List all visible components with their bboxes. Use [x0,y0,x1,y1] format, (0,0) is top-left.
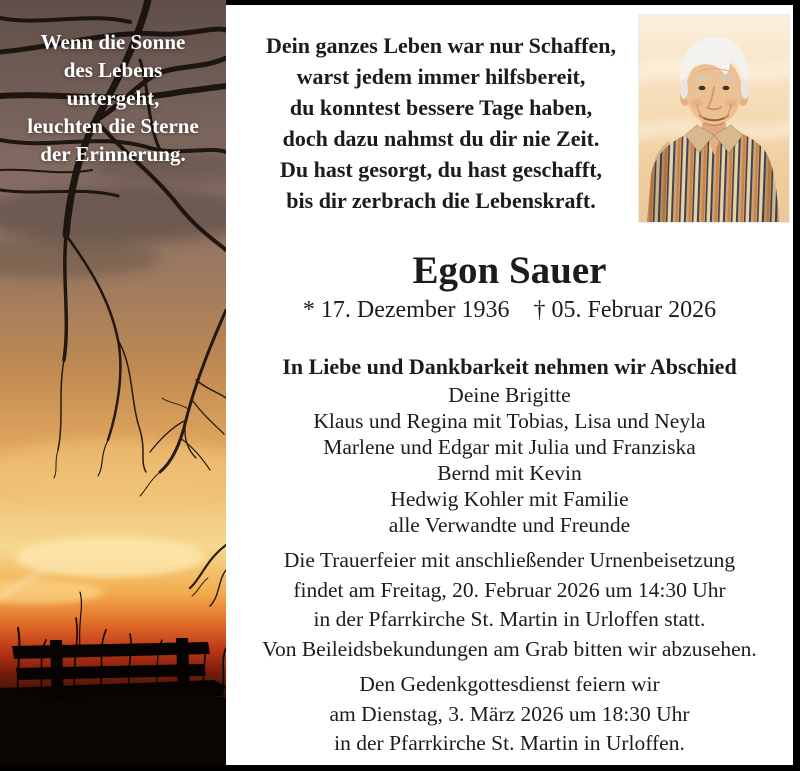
funeral-line: in der Pfarrkirche St. Martin in Urloffen statt. [313,607,706,631]
quote-line: Wenn die Sonne [40,30,186,54]
life-dates [226,295,793,325]
photo-overlay-quote [0,28,226,168]
frame-border-bottom [0,765,800,771]
portrait-photo [639,15,789,222]
deceased-header [226,249,793,325]
poem-line: bis dir zerbrach die Lebenskraft. [286,188,596,213]
death-date: † 05. Februar 2026 [533,297,717,323]
memorial-poem [236,30,646,216]
poem-line: Du hast gesorgt, du hast geschafft, [279,157,603,182]
poem-line: Dein ganzes Leben war nur Schaffen, [266,33,616,58]
memorial-line: in der Pfarrkirche St. Martin in Urloffen. [334,731,685,755]
portrait-illustration [639,15,789,222]
funeral-line: findet am Freitag, 20. Februar 2026 um 14:30 Uhr [293,577,726,602]
poem-line: doch dazu nahmst du dir nie Zeit. [282,126,600,151]
quote-line: leuchten die Sterne [27,114,199,138]
quote-line: des Lebens [63,58,163,82]
mourner-line: alle Verwandte und Freunde [388,513,631,537]
farewell-header: In Liebe und Dankbarkeit nehmen wir Abschied [282,354,737,379]
poem-line: warst jedem immer hilfsbereit, [296,64,586,89]
funeral-line: Die Trauerfeier mit anschließender Urnenbeisetzung [283,548,736,572]
quote-line: untergeht, [66,86,160,110]
farewell-section [226,351,793,538]
funeral-line: Von Beileidsbekundungen am Grab bitten wir abzusehen. [262,636,757,661]
funeral-details [226,546,793,664]
sunset-photo [0,0,226,771]
birth-date: * 17. Dezember 1936 [302,297,510,323]
mourner-line: Marlene und Edgar mit Julia und Franziska [323,435,696,459]
quote-line: der Erinnerung. [40,142,186,166]
memorial-line: am Dienstag, 3. März 2026 um 18:30 Uhr [329,701,690,726]
frame-border-right [793,0,800,771]
mourner-line: Hedwig Kohler mit Familie [390,487,629,511]
mourner-line: Bernd mit Kevin [437,461,582,485]
mourner-line: Klaus und Regina mit Tobias, Lisa und Neyla [313,409,706,433]
frame-border-top [226,0,800,5]
deceased-name: Egon Sauer [412,249,607,292]
ground-silhouette [0,694,226,771]
memorial-line: Den Gedenkgottesdienst feiern wir [359,672,660,696]
mourner-line: Deine Brigitte [448,383,571,407]
poem-line: du konntest bessere Tage haben, [289,95,593,120]
memorial-service-details [226,670,793,759]
